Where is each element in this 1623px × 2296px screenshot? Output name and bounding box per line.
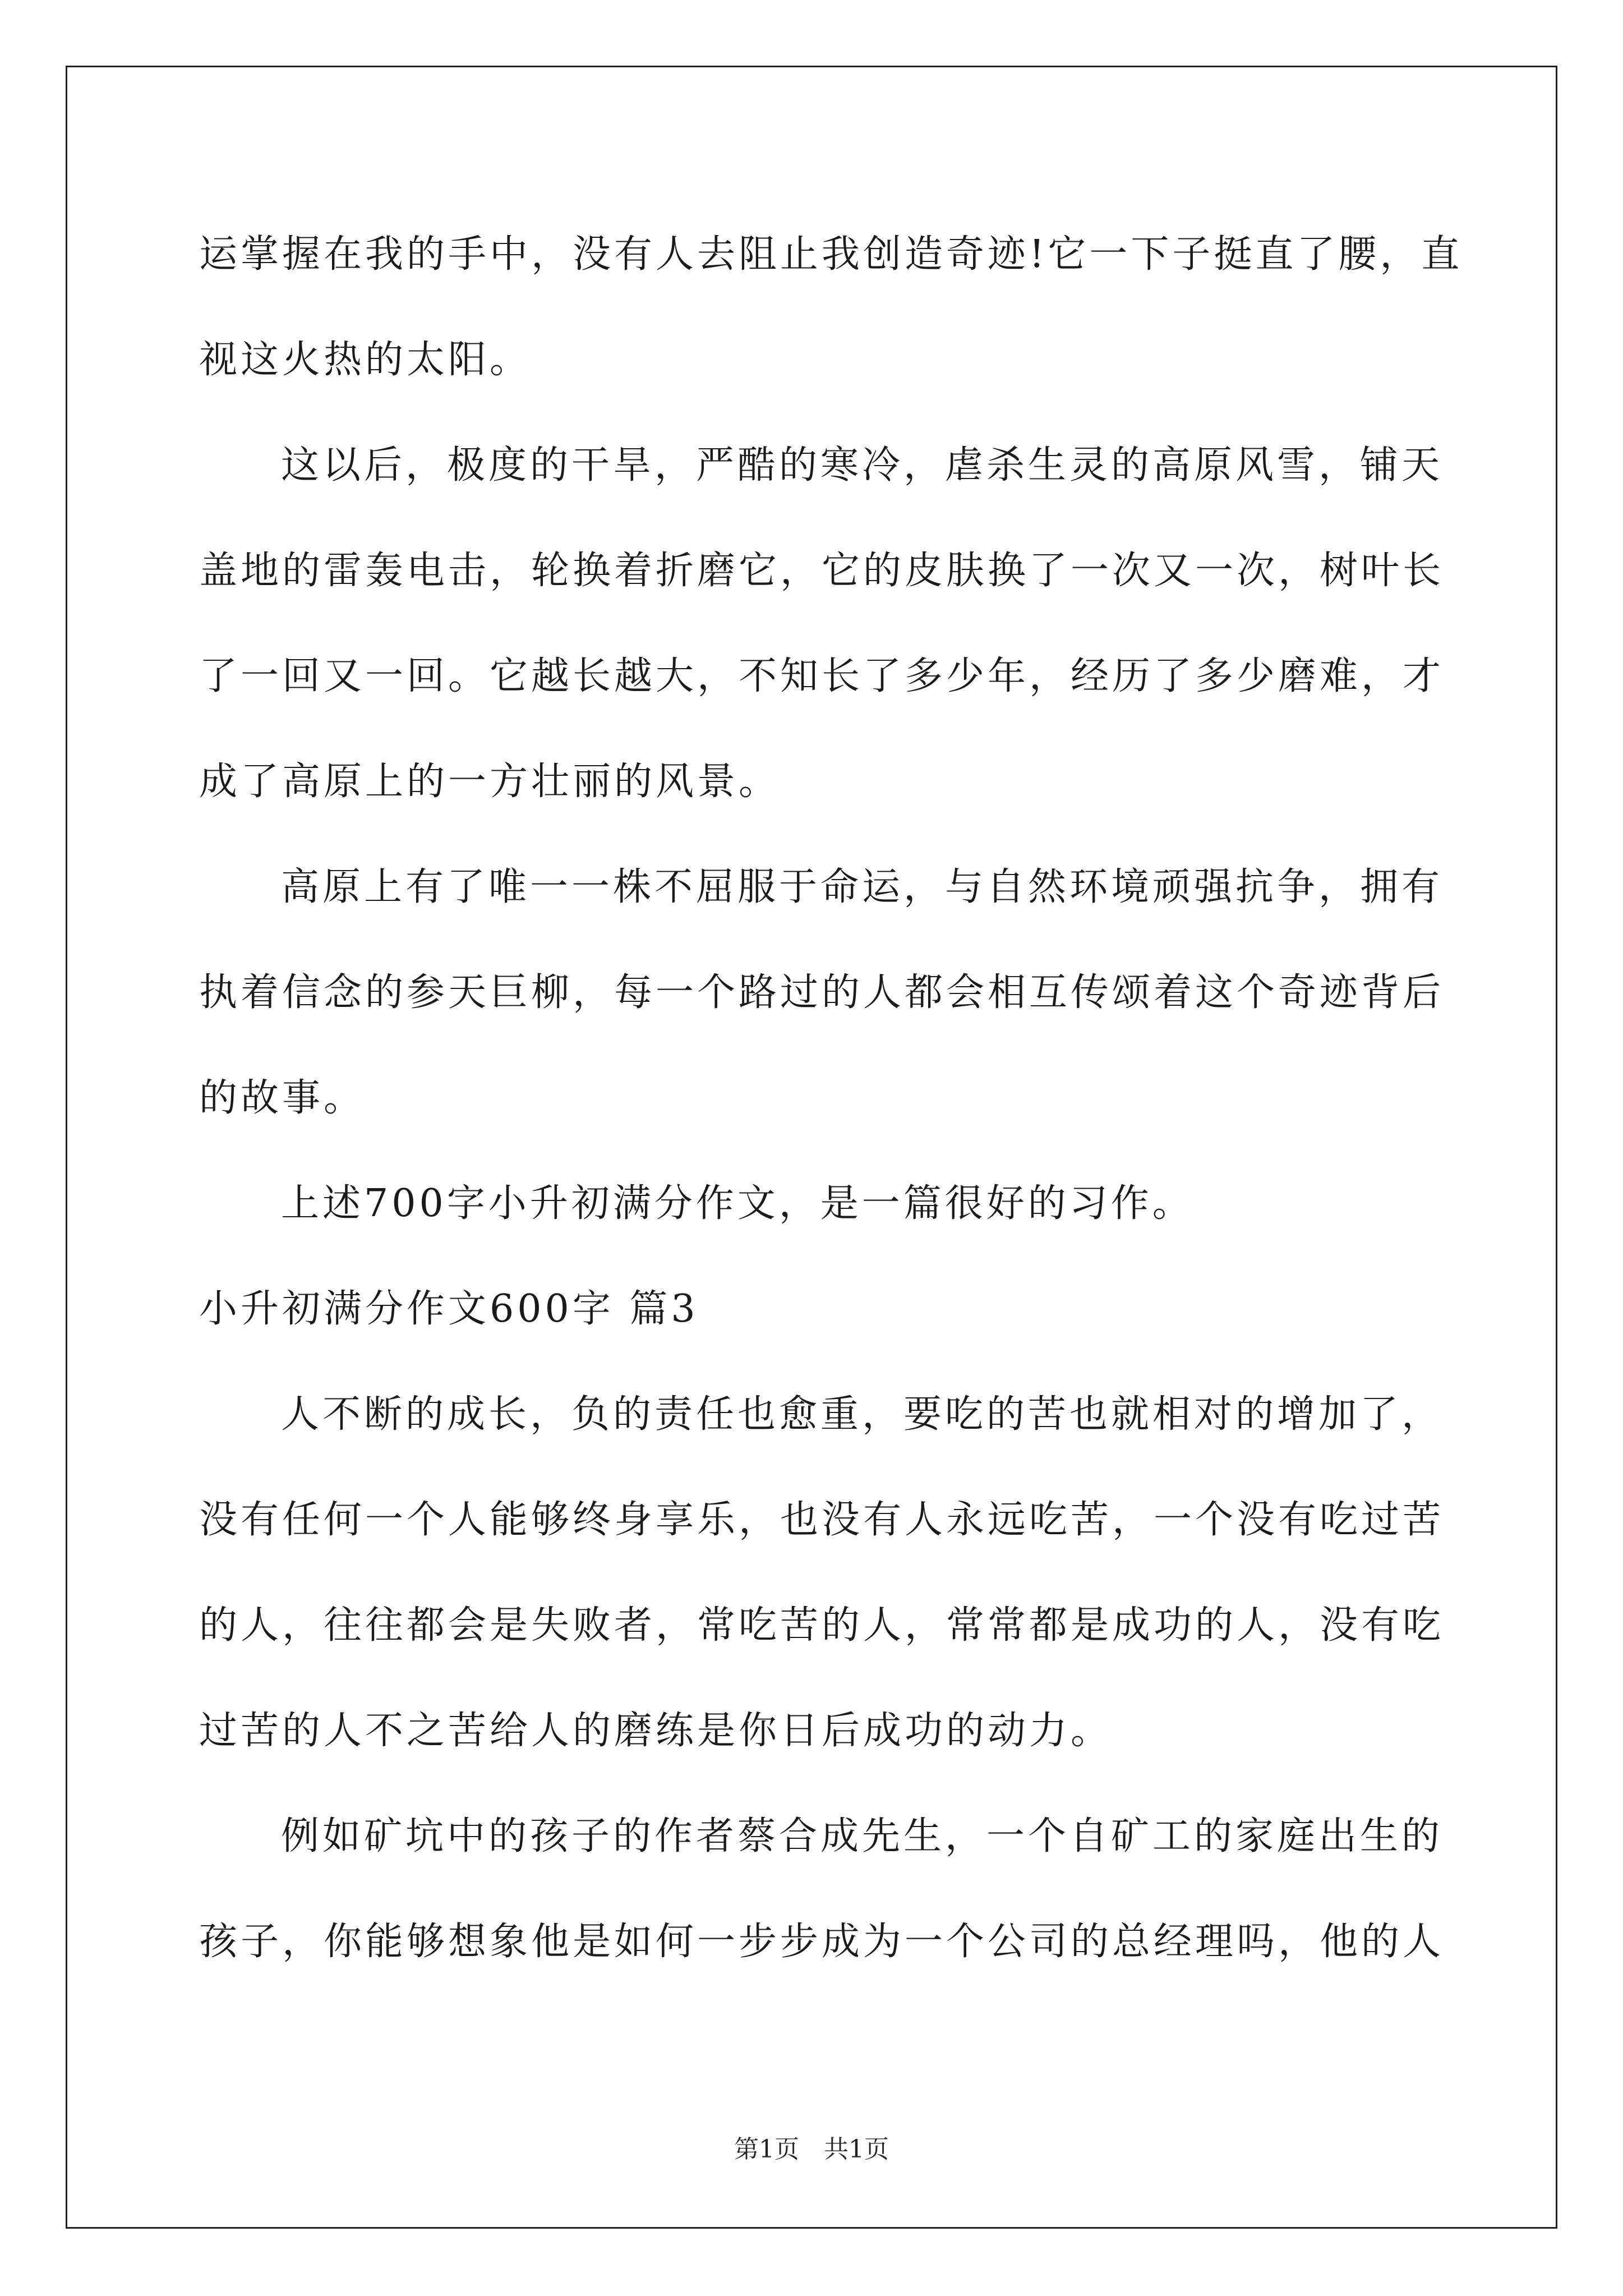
text-line: 孩子，你能够想象他是如何一步步成为一个公司的总经理吗，他的人 [199, 1920, 1445, 1964]
text-line: 高原上有了唯一一株不屈服于命运，与自然环境顽强抗争，拥有 [281, 865, 1444, 909]
section-heading: 小升初满分作文600字 篇3 [199, 1287, 699, 1331]
text-line: 上述700字小升初满分作文，是一篇很好的习作。 [281, 1181, 1194, 1226]
text-line: 视这火热的太阳。 [199, 338, 532, 382]
text-line: 成了高原上的一方壮丽的风景。 [199, 760, 781, 804]
text-line: 运掌握在我的手中，没有人去阻止我创造奇迹!它一下子挺直了腰，直 [199, 232, 1463, 277]
text-line: 的故事。 [199, 1076, 366, 1120]
document-body [199, 202, 1463, 1995]
text-line: 没有任何一个人能够终身享乐，也没有人永远吃苦，一个没有吃过苦 [199, 1498, 1445, 1542]
text-line: 了一回又一回。它越长越大，不知长了多少年，经历了多少磨难，才 [199, 654, 1445, 698]
page-number-footer: 第1页 共1页 [734, 2135, 889, 2164]
text-line: 例如矿坑中的孩子的作者蔡合成先生，一个自矿工的家庭出生的 [281, 1814, 1444, 1858]
text-line: 这以后，极度的干旱，严酷的寒冷，虐杀生灵的高原风雪，铺天 [281, 443, 1444, 487]
text-line: 执着信念的参天巨柳，每一个路过的人都会相互传颂着这个奇迹背后 [199, 970, 1445, 1015]
text-line: 盖地的雷轰电击，轮换着折磨它，它的皮肤换了一次又一次，树叶长 [199, 549, 1445, 593]
text-line: 的人，往往都会是失败者，常吃苦的人，常常都是成功的人，没有吃 [199, 1603, 1445, 1648]
text-line: 过苦的人不之苦给人的磨练是你日后成功的动力。 [199, 1709, 1113, 1753]
text-line: 人不断的成长，负的责任也愈重，要吃的苦也就相对的增加了， [281, 1392, 1444, 1437]
